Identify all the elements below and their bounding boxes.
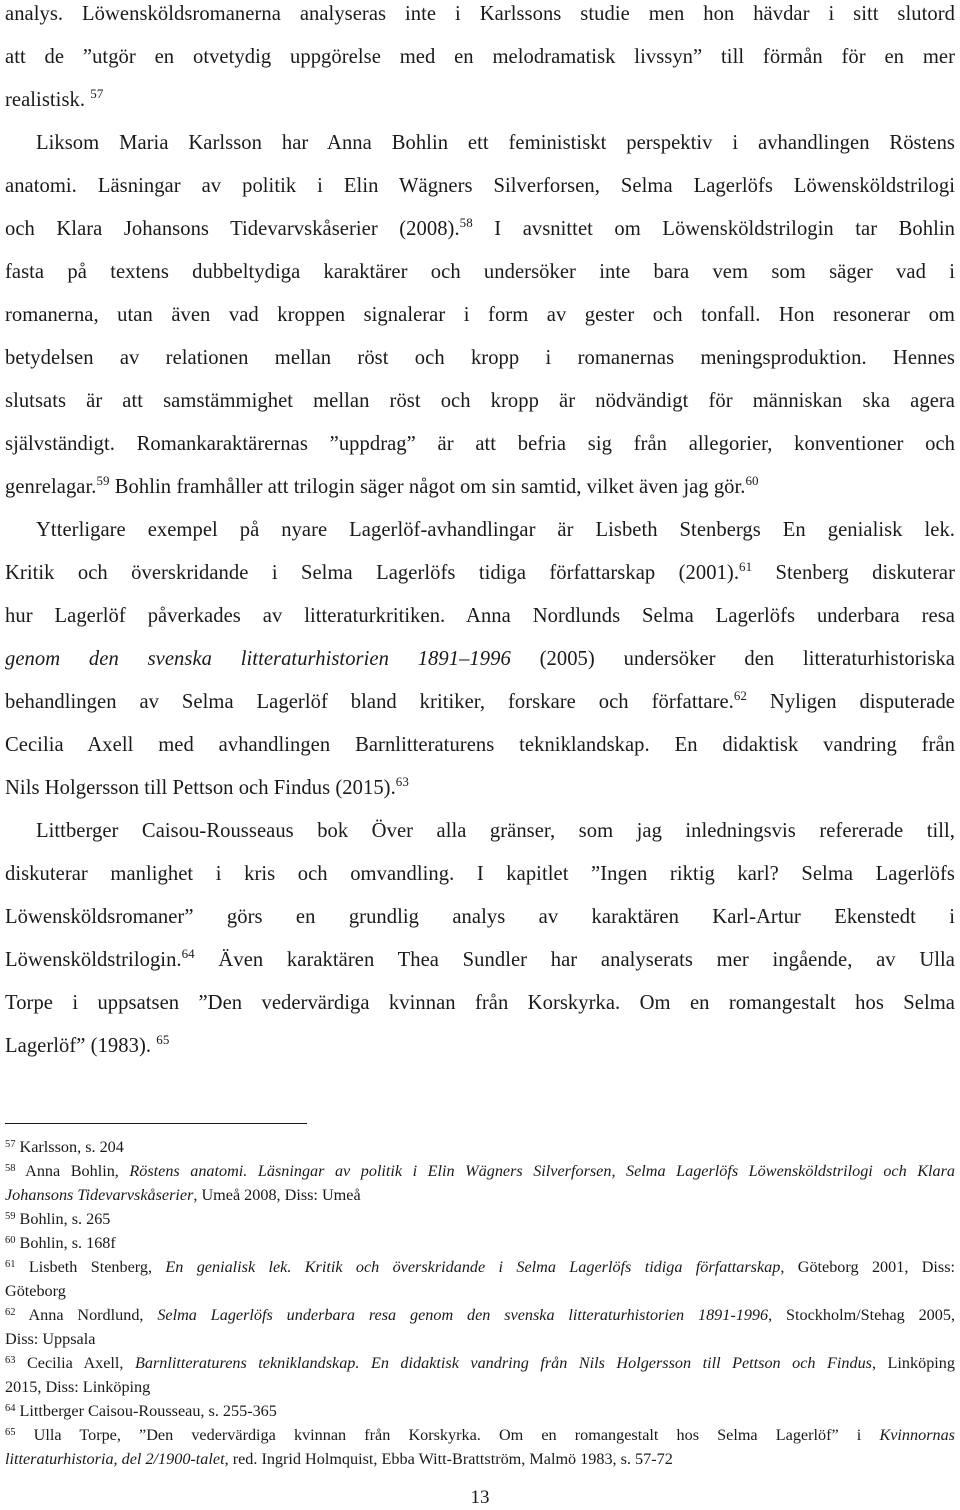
footnote-ref: 58: [459, 215, 473, 230]
footnote: $^{61}$ Lisbeth Stenberg, En genialisk lek. Kritik och överskridande i Selma Lagerlöfs tidiga författarskap, Göteborg 2001, Diss:: [5, 1258, 955, 1276]
body-line: Cecilia Axell med avhandlingen Barnlitteraturens tekniklandskap. En didaktisk vandring från: [5, 734, 955, 756]
body-line: Liksom Maria Karlsson har Anna Bohlin ett feministiskt perspektiv i avhandlingen Röstens: [36, 132, 955, 154]
body-line: romanerna, utan även vad kroppen signalerar i form av gester och tonfall. Hon resonerar om: [5, 304, 955, 326]
page-number: 13: [470, 1487, 490, 1508]
body-line: hur Lagerlöf påverkades av litteraturkritiken. Anna Nordlunds Selma Lagerlöfs underbara resa: [5, 605, 955, 627]
body-line: och Klara Johansons Tidevarvskåserier (2008).$^{58}$ I avsnittet om Löwensköldstrilogin tar Bohlin: [5, 215, 955, 240]
footnote: $^{63}$ Cecilia Axell, Barnlitteraturens tekniklandskap. En didaktisk vandring från Nils Holgersson till Pettson och Findus, Linköping: [5, 1354, 955, 1372]
body-line: diskuterar manlighet i kris och omvandling. I kapitlet ”Ingen riktig karl? Selma Lagerlöfs: [5, 863, 955, 885]
footnote: $^{59}$ Bohlin, s. 265: [5, 1210, 111, 1228]
footnote-ref: 57: [90, 86, 104, 101]
footnote: 2015, Diss: Linköping: [5, 1378, 151, 1396]
footnote-separator: [5, 1123, 307, 1124]
body-line: Kritik och överskridande i Selma Lagerlöfs tidiga författarskap (2001).$^{61}$ Stenberg diskuterar: [5, 559, 955, 584]
body-line: Torpe i uppsatsen ”Den vedervärdiga kvinnan från Korskyrka. Om en romangestalt hos Selma: [5, 992, 955, 1014]
body-line: genom den svenska litteraturhistorien 1891–1996 (2005) undersöker den litteraturhistoriska: [5, 648, 955, 670]
body-line: slutsats är att samstämmighet mellan röst och kropp är nödvändigt för människan ska agera: [5, 390, 955, 412]
body-line: fasta på textens dubbeltydiga karaktärer och undersöker inte bara vem som säger vad i: [5, 261, 955, 283]
footnote-ref: 62: [733, 688, 747, 703]
body-line: Lagerlöf” (1983). $^{65}$: [5, 1032, 170, 1057]
body-line: anatomi. Läsningar av politik i Elin Wägners Silverforsen, Selma Lagerlöfs Löwensköldstrilogi: [5, 175, 955, 197]
footnote: $^{64}$ Littberger Caisou-Rousseau, s. 255-365: [5, 1402, 277, 1420]
body-line: betydelsen av relationen mellan röst och kropp i romanernas meningsproduktion. Hennes: [5, 347, 955, 369]
body-line: behandlingen av Selma Lagerlöf bland kritiker, forskare och författare.$^{62}$ Nyligen disputerade: [5, 688, 955, 713]
footnote: litteraturhistoria, del 2/1900-talet, red. Ingrid Holmquist, Ebba Witt-Brattström, Malmö 1983, s. 57-72: [5, 1450, 673, 1468]
body-line: realistisk. $^{57}$: [5, 86, 104, 111]
body-line: Littberger Caisou-Rousseaus bok Över alla gränser, som jag inledningsvis refererade till,: [36, 820, 955, 842]
footnote-ref: 64: [181, 946, 195, 961]
footnote: Johansons Tidevarvskåserier, Umeå 2008, Diss: Umeå: [5, 1186, 361, 1204]
body-line: självständigt. Romankaraktärernas ”uppdrag” är att befria sig från allegorier, konventioner och: [5, 433, 955, 455]
body-line: analys. Löwensköldsromanerna analyseras inte i Karlssons studie men hon hävdar i sitt slutord: [5, 3, 955, 25]
body-line: Löwensköldsromaner” görs en grundlig analys av karaktären Karl-Artur Ekenstedt i: [5, 906, 955, 928]
italic-title: genom den svenska litteraturhistorien 1891–1996: [5, 648, 511, 670]
footnote-ref: 59: [96, 473, 110, 488]
footnote: Göteborg: [5, 1282, 66, 1300]
body-line: Ytterligare exempel på nyare Lagerlöf-avhandlingar är Lisbeth Stenbergs En genialisk lek.: [36, 519, 955, 541]
footnote: $^{57}$ Karlsson, s. 204: [5, 1138, 124, 1156]
footnote: $^{65}$ Ulla Torpe, ”Den vedervärdiga kvinnan från Korskyrka. Om en romangestalt hos Selma Lagerlöf” i Kvinnornas: [5, 1426, 955, 1444]
body-line: Löwensköldstrilogin.$^{64}$ Även karaktären Thea Sundler har analyserats mer ingående, av Ulla: [5, 946, 955, 971]
footnote-ref: 65: [156, 1032, 170, 1047]
footnote-ref: 61: [739, 559, 753, 574]
footnote: $^{58}$ Anna Bohlin, Röstens anatomi. Läsningar av politik i Elin Wägners Silverforsen, Selma Lagerlöfs Löwensköldstrilogi och Klara: [5, 1162, 955, 1180]
footnote: Diss: Uppsala: [5, 1330, 96, 1348]
body-line: att de ”utgör en otvetydig uppgörelse med en melodramatisk livssyn” till förmån för en mer: [5, 46, 955, 68]
footnote-ref: 60: [745, 473, 759, 488]
footnote: $^{60}$ Bohlin, s. 168f: [5, 1234, 116, 1252]
footnote: $^{62}$ Anna Nordlund, Selma Lagerlöfs underbara resa genom den svenska litteraturhistorien 1891-1996, Stockholm/Stehag 2005,: [5, 1306, 956, 1324]
footnote-ref: 63: [395, 774, 409, 789]
body-line: Nils Holgersson till Pettson och Findus (2015).$^{63}$: [5, 774, 409, 799]
body-line: genrelagar.$^{59}$ Bohlin framhåller att trilogin säger något om sin samtid, vilket även jag gör.$^{60}$: [5, 473, 759, 498]
